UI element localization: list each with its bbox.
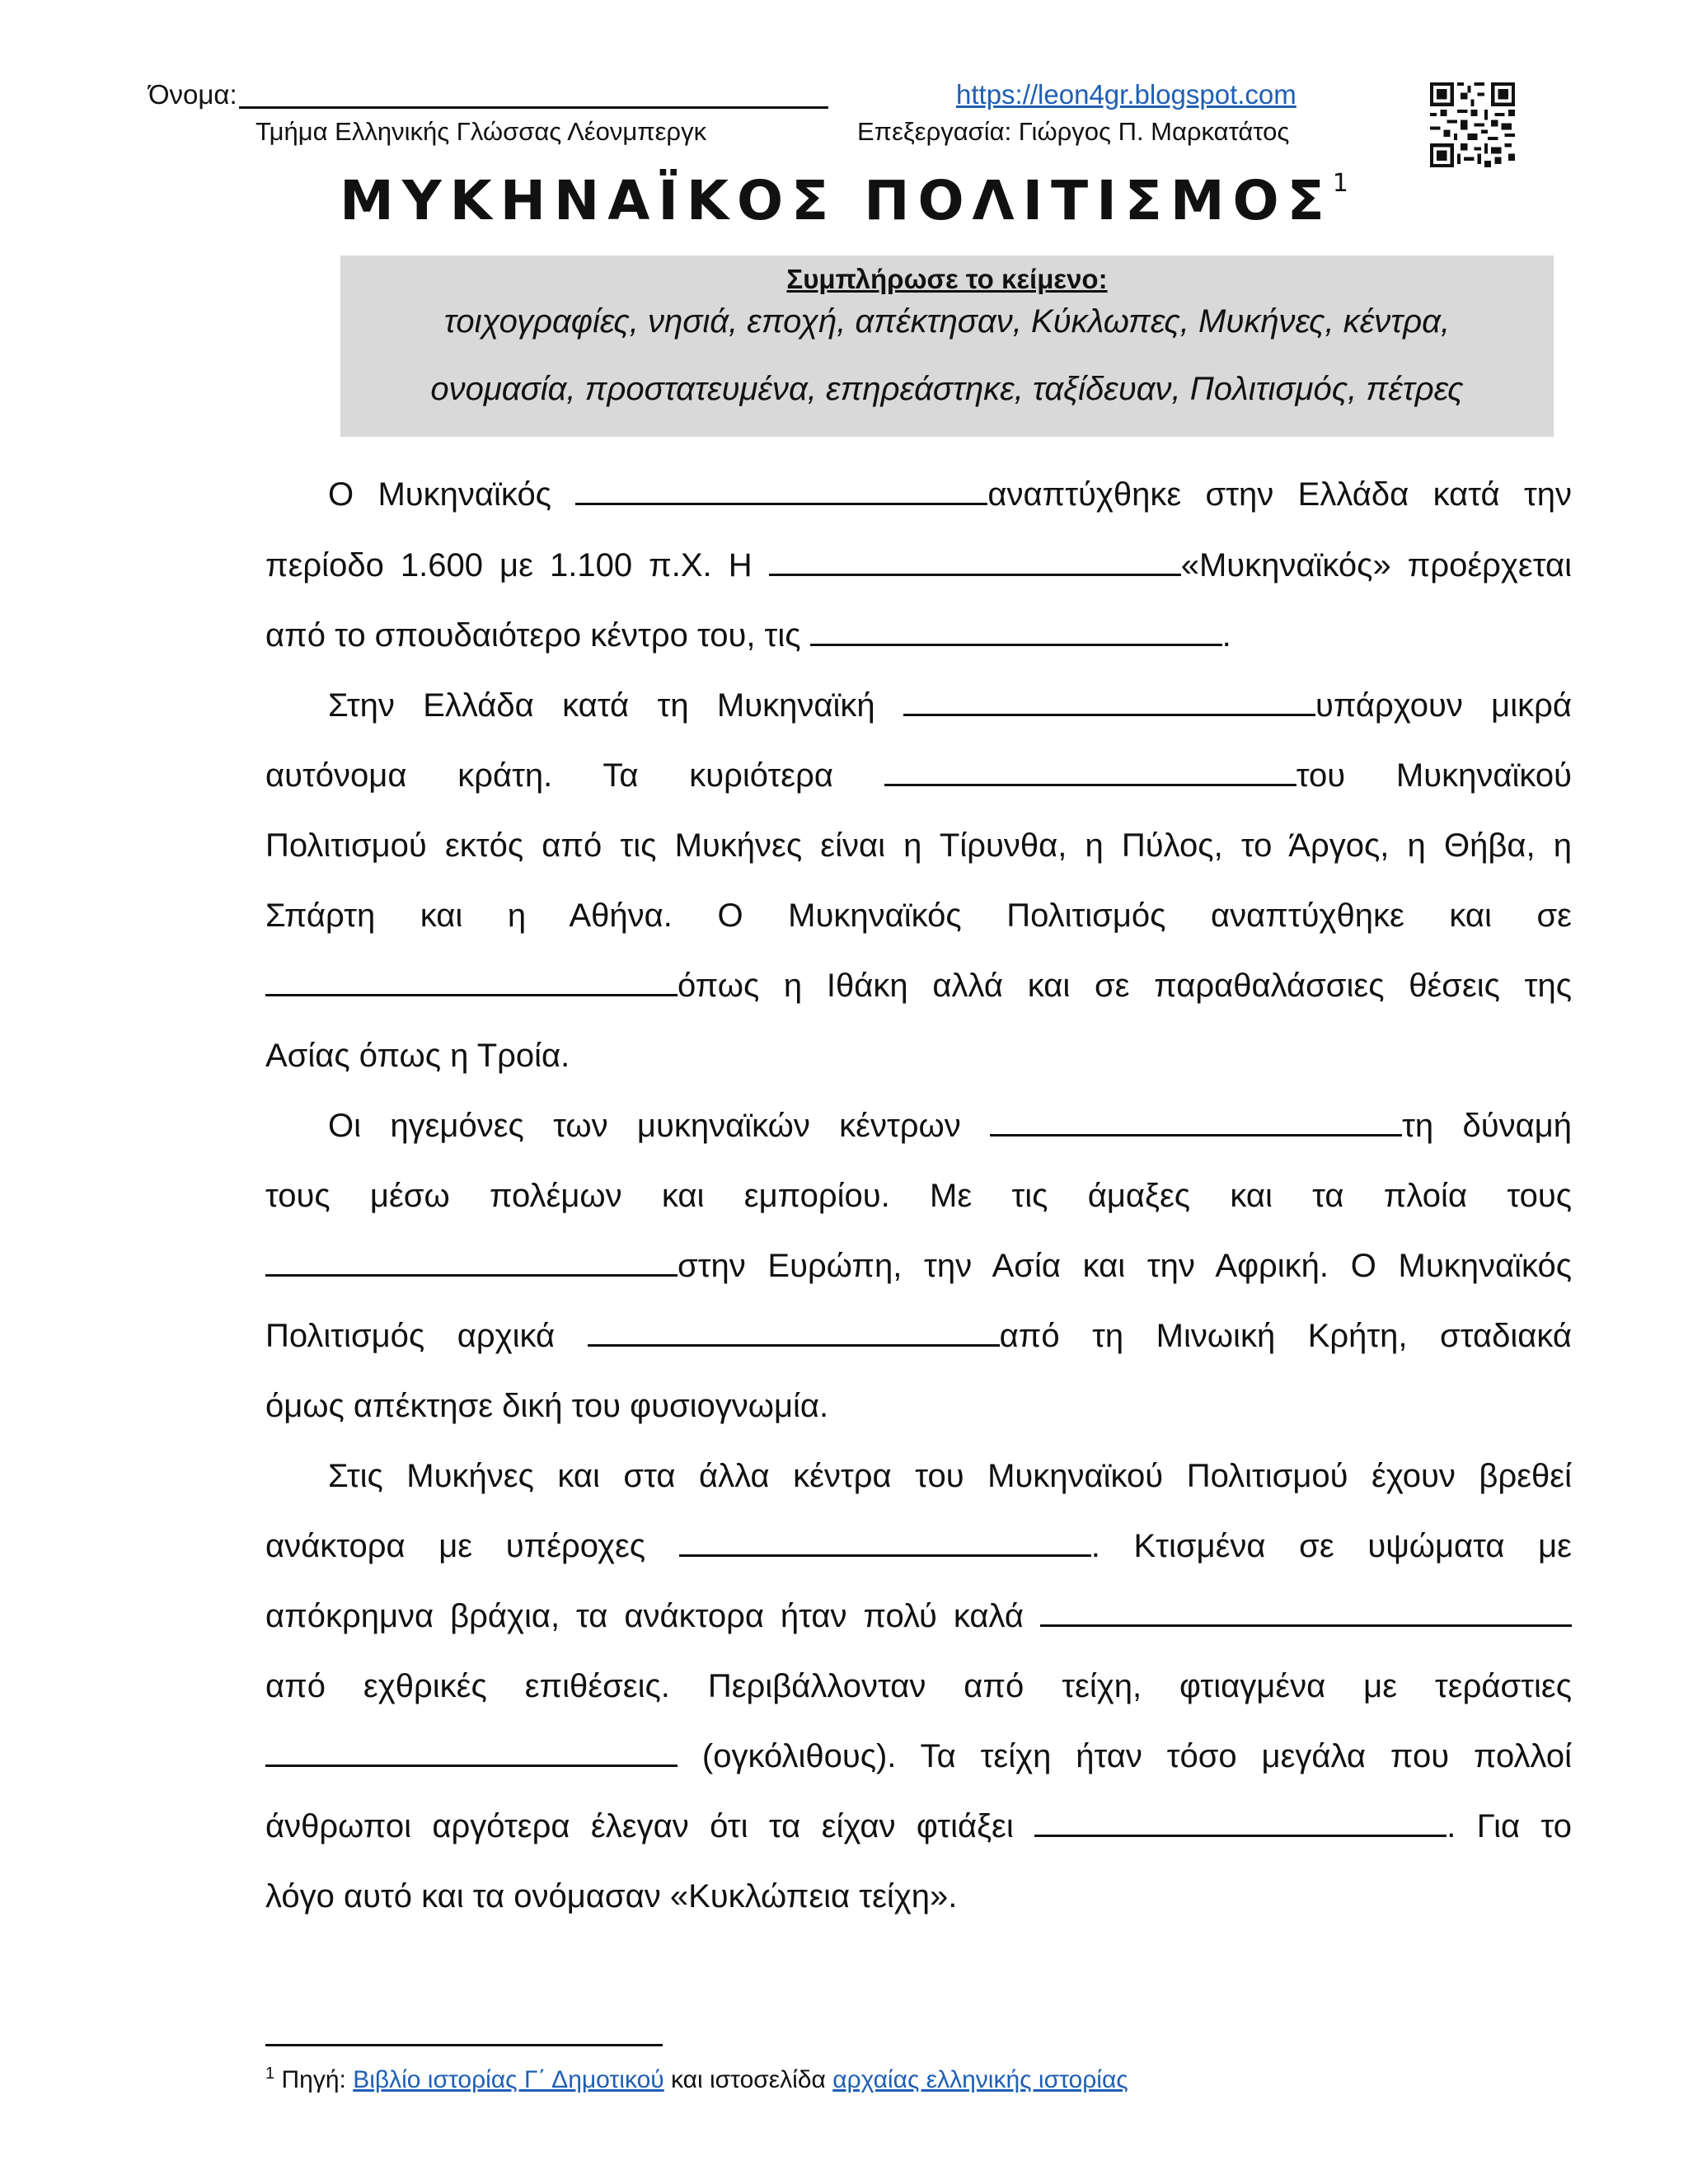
text-line: όπως η Ιθάκη αλλά και σε παραθαλάσσιες θέσεις της [265, 966, 1572, 1005]
text-line: (ογκόλιθους). Τα τείχη ήταν τόσο μεγάλα που πολλοί [265, 1736, 1572, 1776]
text-line: αυτόνομα κράτη. Τα κυριότερα του Μυκηναϊκού [265, 757, 1572, 794]
footnote-middle: και ιστοσελίδα [671, 2066, 826, 2093]
text-line: Στην Ελλάδα κατά τη Μυκηναϊκή υπάρχουν μικρά [328, 687, 1572, 724]
department-label: Τμήμα Ελληνικής Γλώσσας Λέονμπεργκ [256, 117, 707, 146]
word-bank-line: τοιχογραφίες, νησιά, εποχή, απέκτησαν, Κύκλωπες, Μυκήνες, κέντρα, [443, 303, 1451, 340]
text-line: στην Ευρώπη, την Ασία και την Αφρική. Ο Μυκηναϊκός [265, 1246, 1572, 1286]
editor-label: Επεξεργασία: Γιώργος Π. Μαρκατάτος [857, 117, 1290, 146]
website-link[interactable]: https://leon4gr.blogspot.com [956, 79, 1296, 110]
answer-blank[interactable] [575, 478, 987, 505]
answer-blank[interactable] [265, 1249, 678, 1277]
footnote-marker: 1 [265, 2064, 275, 2083]
text-line: από εχθρικές επιθέσεις. Περιβάλλονταν από τείχη, φτιαγμένα με τεράστιες [265, 1668, 1572, 1704]
name-blank[interactable] [239, 106, 828, 109]
text-line: περίοδο 1.600 με 1.100 π.Χ. Η «Μυκηναϊκός» προέρχεται [265, 547, 1573, 583]
title-text: ΜΥΚΗΝΑΪΚΟΣ ΠΟΛΙΤΙΣΜΟΣ [340, 169, 1333, 232]
text-line: από το σπουδαιότερο κέντρο του, τις . [265, 617, 1231, 654]
text-line: Πολιτισμός αρχικά από τη Μινωική Κρήτη, σταδιακά [265, 1318, 1572, 1354]
text-line: Ο Μυκηναϊκός αναπτύχθηκε στην Ελλάδα κατά την [328, 476, 1572, 513]
answer-blank[interactable] [1040, 1600, 1572, 1627]
answer-blank[interactable] [810, 619, 1222, 646]
answer-blank[interactable] [588, 1319, 1000, 1347]
text-line: τους μέσω πολέμων και εμπορίου. Με τις άμαξες και τα πλοία τους [265, 1178, 1572, 1214]
text-line: ανάκτορα με υπέροχες . Κτισμένα σε υψώματα με [265, 1528, 1572, 1564]
answer-blank[interactable] [769, 549, 1181, 576]
qr-code-icon [1430, 82, 1515, 167]
footnote-link-history-site[interactable]: αρχαίας ελληνικής ιστορίας [832, 2066, 1128, 2093]
page-title [0, 169, 1688, 232]
answer-blank[interactable] [1034, 1810, 1447, 1837]
answer-blank[interactable] [990, 1109, 1402, 1137]
word-bank-line: ονομασία, προστατευμένα, επηρεάστηκε, ταξίδευαν, Πολιτισμός, πέτρες [430, 371, 1464, 407]
footnote-divider [265, 2044, 663, 2046]
answer-blank[interactable] [265, 1740, 678, 1767]
text-line: όμως απέκτησε δική του φυσιογνωμία. [265, 1388, 829, 1424]
text-line: απόκρημνα βράχια, τα ανάκτορα ήταν πολύ καλά [265, 1596, 1572, 1636]
text-line: Οι ηγεμόνες των μυκηναϊκών κέντρων τη δύναμή [328, 1108, 1572, 1144]
answer-blank[interactable] [265, 969, 678, 996]
text-line: άνθρωποι αργότερα έλεγαν ότι τα είχαν φτιάξει . Για το [265, 1808, 1572, 1844]
text-line: Ασίας όπως η Τροία. [265, 1038, 570, 1074]
answer-blank[interactable] [903, 689, 1315, 716]
name-label: Όνομα: [148, 79, 237, 110]
footnote [265, 2064, 1128, 2094]
text-line: λόγο αυτό και τα ονόμασαν «Κυκλώπεια τείχη». [265, 1878, 958, 1915]
title-footnote-marker: 1 [1332, 169, 1348, 198]
word-bank-heading: Συμπλήρωσε το κείμενο: [786, 264, 1108, 294]
text-line: Σπάρτη και η Αθήνα. Ο Μυκηναϊκός Πολιτισμός αναπτύχθηκε και σε [265, 898, 1572, 934]
word-bank [340, 255, 1554, 437]
footnote-prefix: Πηγή: [281, 2066, 346, 2093]
footnote-link-textbook[interactable]: Βιβλίο ιστορίας Γ΄ Δημοτικού [353, 2066, 664, 2093]
text-line: Πολιτισμού εκτός από τις Μυκήνες είναι η Τίρυνθα, η Πύλος, το Άργος, η Θήβα, η [265, 827, 1572, 864]
answer-blank[interactable] [679, 1530, 1091, 1557]
text-line: Στις Μυκήνες και στα άλλα κέντρα του Μυκηναϊκού Πολιτισμού έχουν βρεθεί [328, 1458, 1572, 1494]
name-field[interactable] [148, 79, 828, 110]
answer-blank[interactable] [884, 759, 1296, 786]
